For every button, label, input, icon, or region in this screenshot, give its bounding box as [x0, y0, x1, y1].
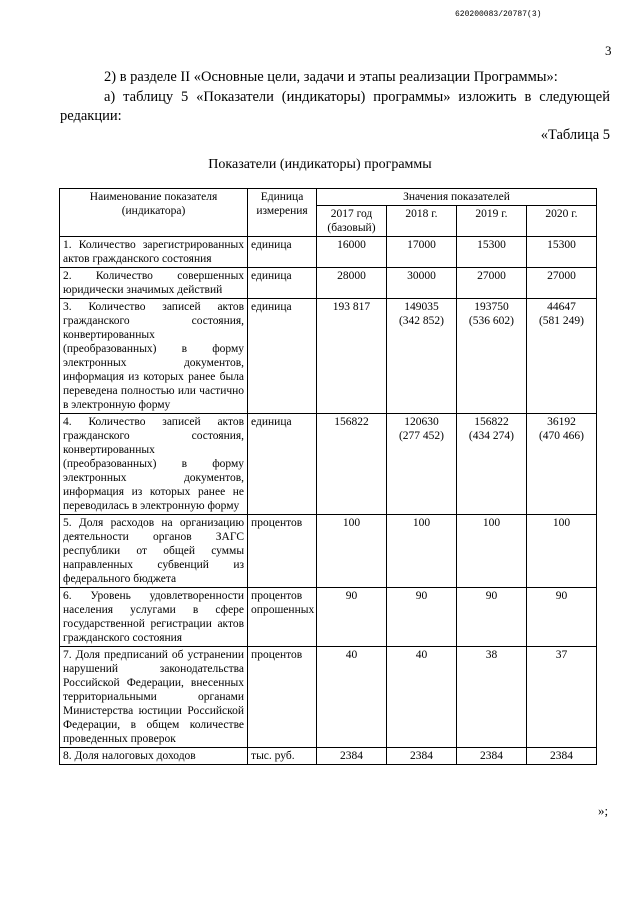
value-2018	[386, 268, 456, 299]
indicator-unit-value: единица	[251, 239, 292, 251]
value-2019-value: 15300	[477, 239, 506, 251]
value-2018-value: 40	[415, 649, 428, 661]
value-2020-value: 100	[552, 517, 571, 529]
value-2019-value: 38	[485, 649, 498, 661]
value-2017-value: 193 817	[332, 301, 371, 313]
value-2017	[316, 748, 386, 765]
value-2018-value: 30000	[407, 270, 436, 282]
value-2020-value: 27000	[547, 270, 576, 282]
value-2018-cumulative: (277 452)	[398, 430, 444, 442]
value-2017	[316, 647, 386, 748]
table-row	[60, 299, 597, 414]
value-2020	[526, 647, 596, 748]
value-2018	[386, 237, 456, 268]
indicator-unit	[248, 515, 317, 588]
value-2020-cumulative: (470 466)	[538, 430, 584, 442]
indicator-unit	[248, 588, 317, 647]
value-2020	[526, 268, 596, 299]
indicator-unit	[248, 414, 317, 515]
value-2020	[526, 588, 596, 647]
value-2018-value: 100	[412, 517, 431, 529]
value-2019-value: 193750	[474, 301, 509, 313]
value-2020-value: 15300	[547, 239, 576, 251]
indicator-unit	[248, 299, 317, 414]
indicator-unit-value: процентов	[251, 649, 303, 661]
value-2020-value: 90	[555, 590, 568, 602]
indicator-name-value: 6. Уровень удовлетворенности населения услугами в сфере государственной регистрации актов гражданского состояния	[63, 590, 245, 644]
value-2019-value: 2384	[479, 750, 503, 762]
paragraph-section-change: 2) в разделе II «Основные цели, задачи и этапы реализации Программы»:	[104, 69, 558, 85]
value-2020-value: 44647	[547, 301, 576, 313]
indicator-unit-value: тыс. руб.	[251, 750, 295, 762]
table-row	[60, 588, 597, 647]
indicator-name	[60, 515, 248, 588]
table-caption-label: «Таблица 5	[540, 127, 610, 143]
value-2018-value: 17000	[407, 239, 436, 251]
document-id: 620200083/20787(3)	[455, 10, 542, 19]
header-year-2017: 2017 год (базовый)	[316, 206, 386, 237]
value-2017-value: 2384	[339, 750, 363, 762]
value-2017-value: 16000	[337, 239, 366, 251]
indicator-name-value: 4. Количество записей актов гражданского состояния, конвертированных (преобразованных) в форму электронных документов, информация из которых ранее не переводилась в электронную форму	[63, 416, 245, 512]
header-name: Наименование показателя (индикатора)	[60, 189, 248, 237]
value-2017	[316, 268, 386, 299]
indicator-unit	[248, 647, 317, 748]
value-2020-value: 37	[555, 649, 568, 661]
indicator-unit	[248, 748, 317, 765]
value-2018	[386, 515, 456, 588]
indicator-name	[60, 268, 248, 299]
indicator-name-value: 2. Количество совершенных юридически значимых действий	[63, 270, 245, 296]
value-2019	[456, 268, 526, 299]
value-2019	[456, 588, 526, 647]
value-2019	[456, 515, 526, 588]
value-2020	[526, 748, 596, 765]
indicator-name	[60, 237, 248, 268]
value-2018-value: 120630	[404, 416, 439, 428]
table-row	[60, 237, 597, 268]
indicator-unit	[248, 237, 317, 268]
indicator-name-value: 8. Доля налоговых доходов	[63, 750, 196, 762]
header-year-2019: 2019 г.	[456, 206, 526, 237]
value-2018-value: 149035	[404, 301, 439, 313]
table-row	[60, 414, 597, 515]
header-values-group: Значения показателей	[316, 189, 596, 206]
header-year-2020: 2020 г.	[526, 206, 596, 237]
value-2018	[386, 647, 456, 748]
table-title: Показатели (индикаторы) программы	[208, 157, 432, 172]
value-2020	[526, 414, 596, 515]
value-2019-cumulative: (536 602)	[468, 315, 514, 327]
value-2020	[526, 237, 596, 268]
value-2020-value: 36192	[547, 416, 576, 428]
page-number: 3	[605, 43, 612, 58]
table-row	[60, 268, 597, 299]
value-2019	[456, 299, 526, 414]
value-2019-value: 100	[482, 517, 501, 529]
value-2019	[456, 647, 526, 748]
indicator-name	[60, 588, 248, 647]
value-2019-cumulative: (434 274)	[468, 430, 514, 442]
value-2020	[526, 299, 596, 414]
indicator-name	[60, 414, 248, 515]
value-2019-value: 90	[485, 590, 498, 602]
indicator-name	[60, 748, 248, 765]
indicator-unit-value: единица	[251, 416, 292, 428]
indicator-name	[60, 647, 248, 748]
value-2018-value: 90	[415, 590, 428, 602]
value-2020-value: 2384	[549, 750, 573, 762]
header-year-2018: 2018 г.	[386, 206, 456, 237]
value-2017	[316, 299, 386, 414]
value-2017-value: 40	[345, 649, 358, 661]
table-row	[60, 748, 597, 765]
indicator-name-value: 7. Доля предписаний об устранении нарушений законодательства Российской Федерации, внесенных территориальными органами Министерства юстиции Российской Федерации, в общем количестве проведенных проверок	[63, 649, 245, 745]
value-2017	[316, 588, 386, 647]
table-row	[60, 515, 597, 588]
indicator-name-value: 3. Количество записей актов гражданского состояния, конвертированных (преобразованных) в форму электронных документов, информация из которых ранее была переведена полностью или частично в электронную форму	[63, 301, 245, 411]
value-2018-value: 2384	[409, 750, 433, 762]
value-2017-value: 28000	[337, 270, 366, 282]
value-2017	[316, 414, 386, 515]
header-unit: Единица измерения	[248, 189, 317, 237]
value-2017-value: 90	[345, 590, 358, 602]
paragraph-table-change: а) таблицу 5 «Показатели (индикаторы) программы» изложить в следующей редакции:	[60, 89, 610, 124]
indicator-name	[60, 299, 248, 414]
value-2020-cumulative: (581 249)	[538, 315, 584, 327]
value-2018	[386, 748, 456, 765]
table-row	[60, 647, 597, 748]
value-2019	[456, 237, 526, 268]
value-2018	[386, 414, 456, 515]
value-2017	[316, 515, 386, 588]
table-header-row	[60, 189, 597, 206]
value-2019	[456, 748, 526, 765]
indicator-unit-value: единица	[251, 301, 292, 313]
indicator-unit	[248, 268, 317, 299]
value-2017-value: 156822	[334, 416, 369, 428]
value-2019-value: 27000	[477, 270, 506, 282]
end-quote-mark: »;	[598, 803, 609, 818]
value-2017	[316, 237, 386, 268]
value-2018-cumulative: (342 852)	[398, 315, 444, 327]
value-2019-value: 156822	[474, 416, 509, 428]
indicator-name-value: 1. Количество зарегистрированных актов гражданского состояния	[63, 239, 245, 265]
value-2018	[386, 588, 456, 647]
indicator-name-value: 5. Доля расходов на организацию деятельности органов ЗАГС республики от общей суммы направленных субвенций из федерального бюджета	[63, 517, 245, 585]
value-2017-value: 100	[342, 517, 361, 529]
indicators-table	[59, 188, 597, 765]
value-2018	[386, 299, 456, 414]
indicator-unit-value: единица	[251, 270, 292, 282]
indicator-unit-value: процентов	[251, 517, 303, 529]
value-2019	[456, 414, 526, 515]
indicator-unit-value: процентов опрошенных	[251, 590, 315, 616]
value-2020	[526, 515, 596, 588]
